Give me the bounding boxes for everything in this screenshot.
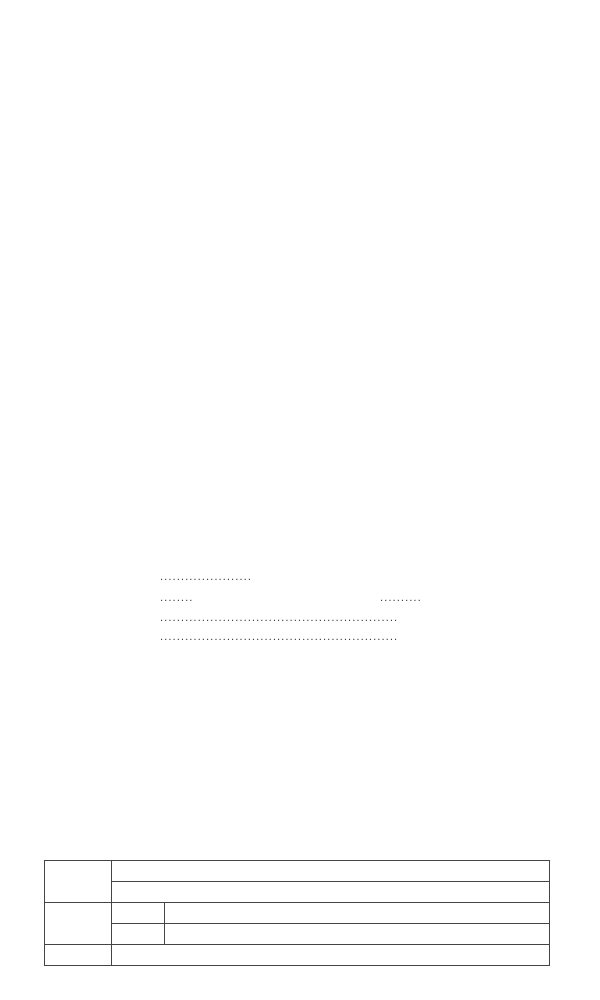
- leader-dots: ········: [160, 596, 194, 607]
- order-item-anthem: [0, 613, 600, 631]
- offering-label: [45, 903, 112, 945]
- order-item-sermon-2: [0, 673, 600, 691]
- guide-row-1: [112, 861, 550, 882]
- jan-text: [165, 924, 550, 945]
- table-row: [45, 861, 550, 882]
- jan-label: [112, 924, 165, 945]
- order-item-sermon: [0, 655, 600, 673]
- guide-label: [45, 861, 112, 903]
- next-prayer-text: [112, 945, 550, 966]
- next-prayer-label: [45, 945, 112, 966]
- guide-row-2: [112, 882, 550, 903]
- dec-label: [112, 903, 165, 924]
- leader-dots: ··········: [380, 596, 422, 607]
- leader-dots: ·························································: [160, 635, 399, 646]
- order-item-prayer: [0, 572, 600, 590]
- order-item-reading: [0, 593, 600, 611]
- leader-dots: ······················: [160, 575, 252, 586]
- order-item-anthem-2: [0, 632, 600, 650]
- leader-dots: ·························································: [160, 616, 399, 627]
- table-row: [45, 945, 550, 966]
- committee-table: [44, 860, 550, 966]
- table-row: [45, 924, 550, 945]
- table-row: [45, 903, 550, 924]
- table-row: [45, 882, 550, 903]
- dec-text: [165, 903, 550, 924]
